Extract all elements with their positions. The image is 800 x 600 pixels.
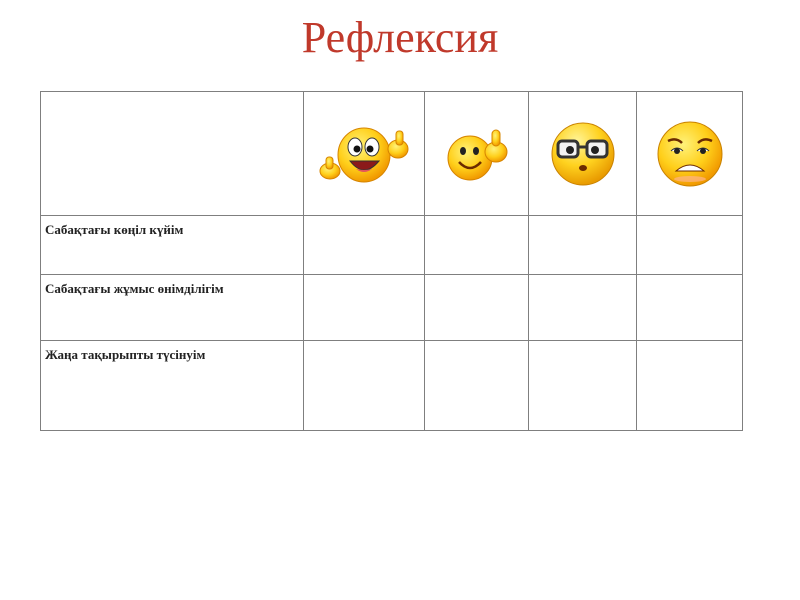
answer-cell[interactable] [637,275,743,341]
nerd-smiley-glasses-icon [549,120,617,188]
slide-title: Рефлексия [301,13,499,62]
answer-cell[interactable] [425,341,529,431]
header-row [41,92,743,216]
answer-cell[interactable] [529,216,637,275]
answer-cell[interactable] [425,275,529,341]
answer-cell[interactable] [304,275,425,341]
row-label-mood: Сабақтағы көңіл күйім [41,216,304,275]
row-label-understanding: Жаңа тақырыпты түсінуім [41,341,304,431]
answer-cell[interactable] [425,216,529,275]
smiley-thumbs-up-icon [442,122,512,186]
table-row [41,216,743,275]
table-row [41,341,743,431]
answer-cell[interactable] [304,216,425,275]
answer-cell[interactable] [304,341,425,431]
empty-corner-cell [41,92,304,216]
answer-cell[interactable] [529,275,637,341]
sad-smiley-icon [654,119,726,189]
answer-cell[interactable] [637,216,743,275]
face-cell-3 [529,92,637,216]
face-cell-1 [304,92,425,216]
face-cell-4 [637,92,743,216]
answer-cell[interactable] [529,341,637,431]
reflection-table [40,91,743,431]
answer-cell[interactable] [637,341,743,431]
excited-smiley-two-thumbs-up-icon [316,119,412,189]
table-row [41,275,743,341]
face-cell-2 [425,92,529,216]
row-label-productivity: Сабақтағы жұмыс өнімділігім [41,275,304,341]
